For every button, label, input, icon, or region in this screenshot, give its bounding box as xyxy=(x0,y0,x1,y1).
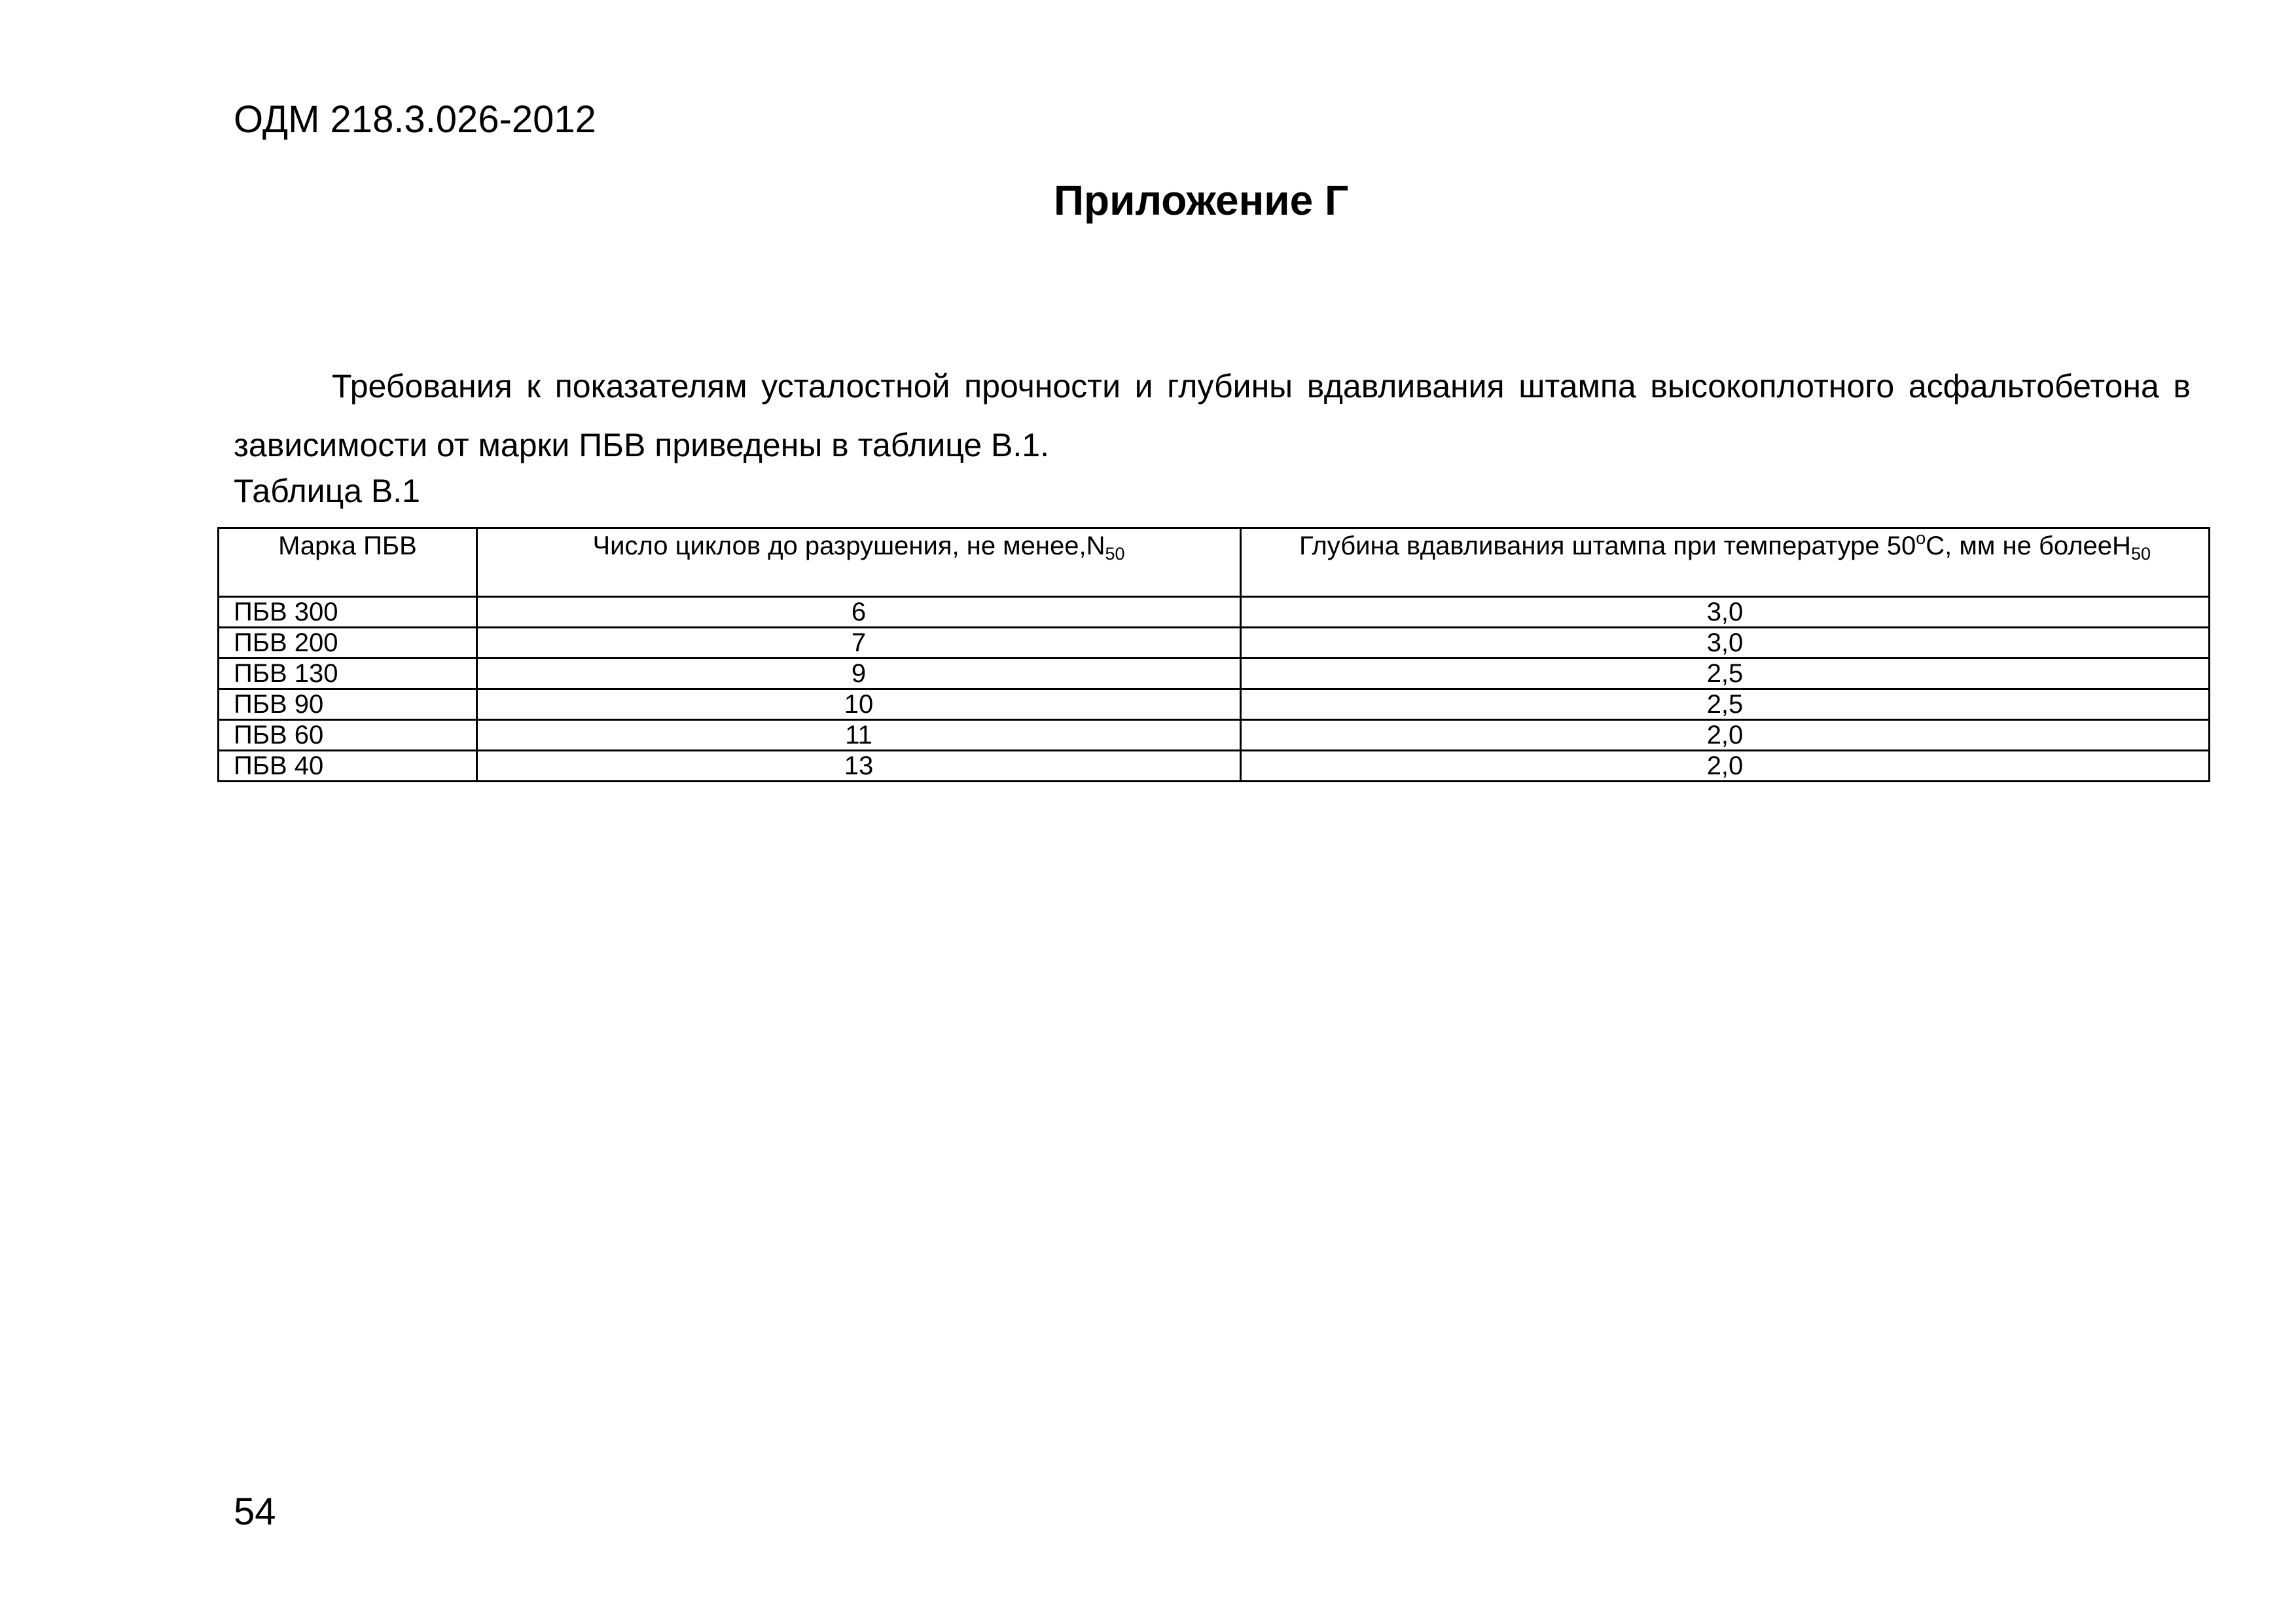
cell-depth: 3,0 xyxy=(1241,628,2210,659)
cell-grade: ПБВ 40 xyxy=(219,751,477,782)
cell-depth: 2,0 xyxy=(1241,720,2210,751)
requirements-table xyxy=(217,527,2210,782)
cell-cycles: 9 xyxy=(477,659,1241,689)
cell-depth: 2,5 xyxy=(1241,659,2210,689)
cell-grade: ПБВ 90 xyxy=(219,689,477,720)
appendix-title: Приложение Г xyxy=(1054,177,1349,224)
header-grade xyxy=(219,528,477,597)
cell-depth: 2,0 xyxy=(1241,751,2210,782)
table-row xyxy=(219,689,2210,720)
cell-grade: ПБВ 60 xyxy=(219,720,477,751)
cell-cycles: 13 xyxy=(477,751,1241,782)
table-row xyxy=(219,659,2210,689)
header-depth-label-end: С, мм не болееH xyxy=(1926,532,2131,560)
cell-grade: ПБВ 300 xyxy=(219,597,477,628)
table-caption: Таблица В.1 xyxy=(234,473,420,509)
table-header-row xyxy=(219,528,2210,597)
cell-grade: ПБВ 130 xyxy=(219,659,477,689)
table-row xyxy=(219,720,2210,751)
document-code: ОДМ 218.3.026-2012 xyxy=(234,98,596,141)
cell-cycles: 6 xyxy=(477,597,1241,628)
intro-paragraph: Требования к показателям усталостной прочности и глубины вдавливания штампа высокоплотного асфальтобетона в зависимости от марки ПБВ приведены в таблице В.1. xyxy=(234,368,2191,463)
cell-cycles: 10 xyxy=(477,689,1241,720)
table-row xyxy=(219,597,2210,628)
cell-cycles: 11 xyxy=(477,720,1241,751)
header-depth-subscript: 50 xyxy=(2130,544,2151,564)
header-depth-degree: о xyxy=(1916,528,1926,548)
cell-grade: ПБВ 200 xyxy=(219,628,477,659)
header-grade-label: Марка ПБВ xyxy=(278,532,417,560)
header-cycles-label: Число циклов до разрушения, не менее,N xyxy=(592,532,1105,560)
header-depth xyxy=(1241,528,2210,597)
page-number: 54 xyxy=(234,1490,276,1533)
cell-depth: 3,0 xyxy=(1241,597,2210,628)
cell-depth: 2,5 xyxy=(1241,689,2210,720)
header-depth-label: Глубина вдавливания штампа при температуре 50 xyxy=(1299,532,1916,560)
header-cycles-subscript: 50 xyxy=(1105,544,1125,564)
cell-cycles: 7 xyxy=(477,628,1241,659)
table-row xyxy=(219,751,2210,782)
table-row xyxy=(219,628,2210,659)
header-cycles xyxy=(477,528,1241,597)
